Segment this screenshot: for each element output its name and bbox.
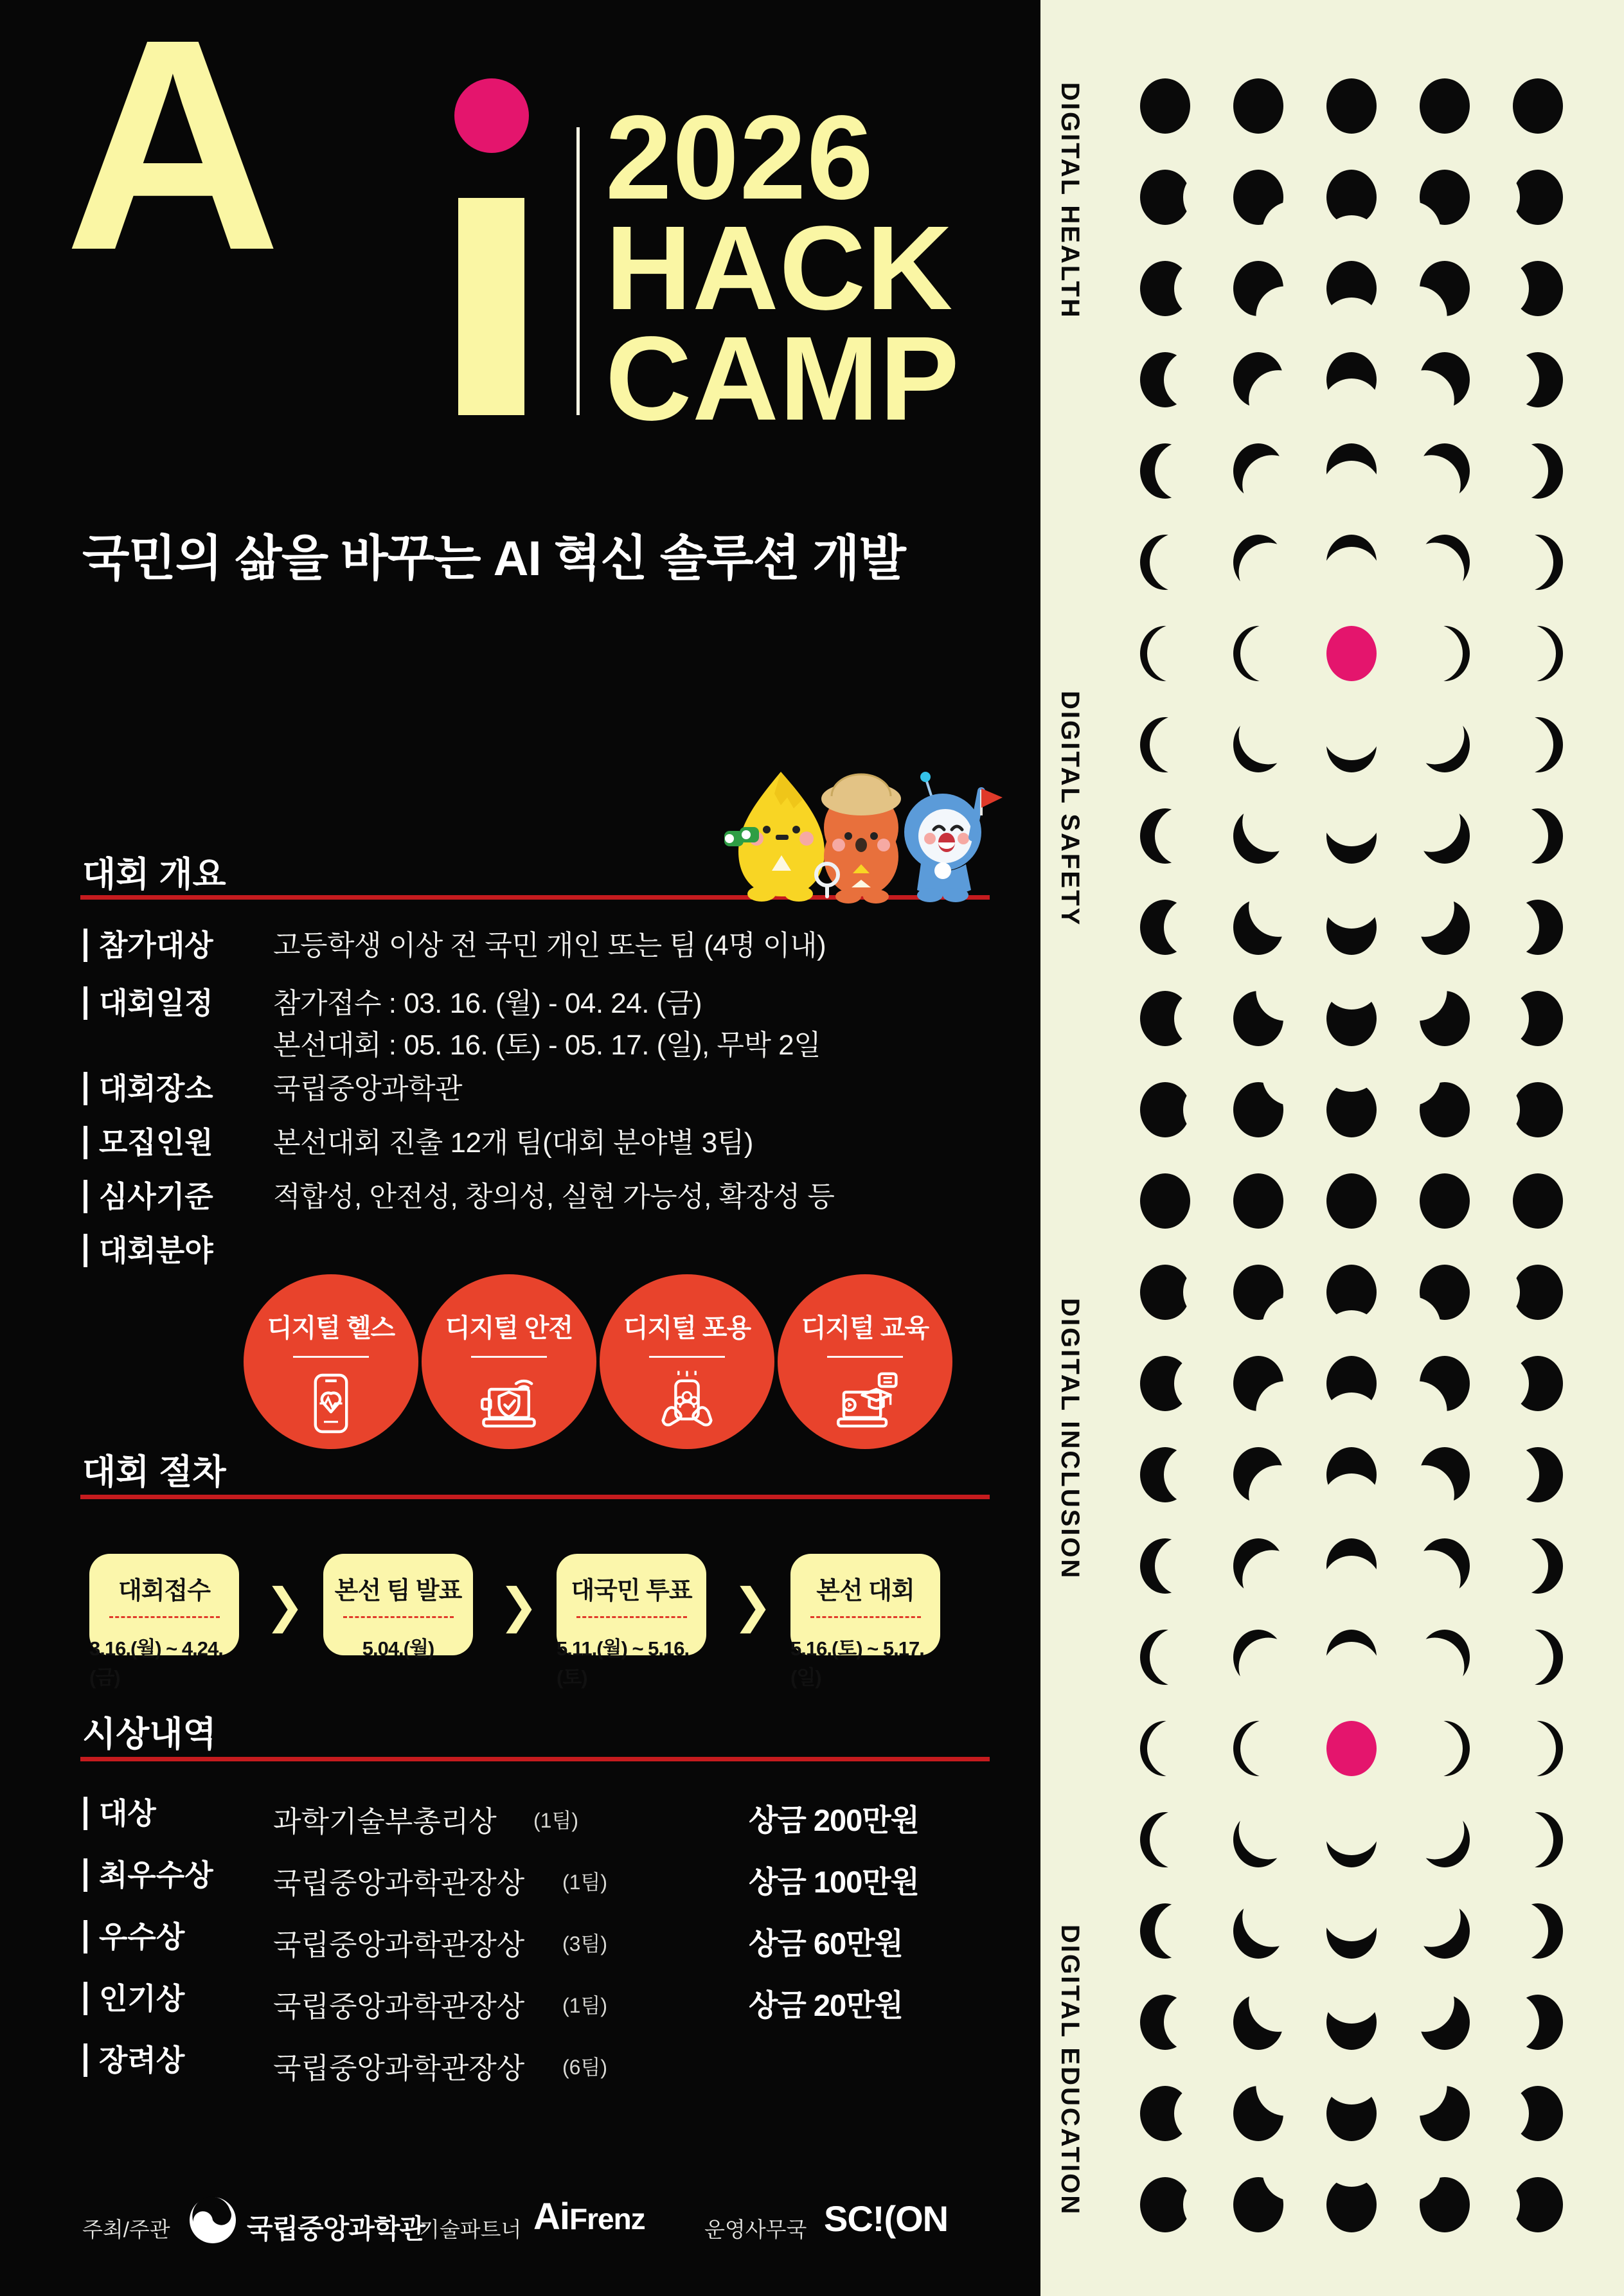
- korea-government-emblem-icon: [188, 2195, 238, 2245]
- step-name: 본선 대회: [816, 1578, 915, 1605]
- aifrenz-ai: Ai: [533, 2196, 569, 2238]
- process-step-public-vote: [557, 1554, 706, 1689]
- step-date: 5.11.(월) ~ 5.16.(토): [557, 1637, 690, 1689]
- logo-year-and-title: [605, 91, 960, 445]
- overview-label: 대회분야: [84, 1234, 213, 1267]
- footer-aifrenz-logo: [533, 2195, 645, 2238]
- logo-word-hack: HACK: [605, 202, 954, 335]
- logo-word-camp: CAMP: [605, 312, 960, 445]
- badge-underline: [827, 1356, 903, 1358]
- award-label: 대상: [84, 1797, 156, 1830]
- overview-value: 적합성, 안전성, 창의성, 실현 가능성, 확장성 등: [273, 1181, 835, 1213]
- section-title-awards: 시상내역: [82, 1715, 217, 1754]
- footer-office-label: 운영사무국: [704, 2218, 807, 2241]
- process-rule: [80, 1495, 990, 1499]
- overview-value-line2: 본선대회 : 05. 16. (토) - 05. 17. (일), 무박 2일: [273, 1029, 821, 1061]
- chevron-right-icon: ❯: [265, 1579, 305, 1632]
- overview-value: 고등학생 이상 전 국민 개인 또는 팀 (4명 이내): [273, 930, 826, 961]
- chevron-right-icon: ❯: [499, 1579, 539, 1632]
- logo-year: 2026: [605, 91, 874, 224]
- step-divider: [576, 1616, 687, 1618]
- process-step-team-announcement: [323, 1554, 473, 1660]
- badge-underline: [293, 1356, 369, 1358]
- badge-underline: [471, 1356, 547, 1358]
- laptop-shield-icon: [474, 1368, 544, 1439]
- award-label: 인기상: [84, 1982, 184, 2015]
- mascots-illustration: [717, 760, 1003, 905]
- overview-value: 국립중앙과학관: [273, 1073, 463, 1105]
- sidebar-label-digital-safety: DIGITAL SAFETY: [1056, 691, 1084, 927]
- mascot-blue: [904, 772, 1003, 902]
- step-date: 5.16.(토) ~ 5.17.(일): [790, 1637, 924, 1689]
- process-step-finals: [790, 1554, 940, 1689]
- laptop-education-icon: [830, 1368, 900, 1439]
- award-money: 상금 60만원: [749, 1927, 903, 1961]
- mascot-yellow: [724, 772, 825, 902]
- awards-rule: [80, 1757, 990, 1761]
- overview-label: 대회일정: [84, 986, 213, 1020]
- logo-letter-a: A: [64, 0, 275, 313]
- award-money: 상금 200만원: [749, 1803, 920, 1837]
- award-teams: (1팀): [533, 1809, 579, 1832]
- step-name: 본선 팀 발표: [334, 1578, 462, 1605]
- overview-value: 본선대회 진출 12개 팀(대회 분야별 3팀): [273, 1127, 753, 1159]
- field-badge-digital-safety: [422, 1274, 596, 1449]
- field-badge-label: 디지털 교육: [801, 1314, 929, 1342]
- award-prize: 국립중앙과학관장상: [273, 1867, 525, 1900]
- section-title-process: 대회 절차: [82, 1453, 226, 1491]
- award-teams: (1팀): [562, 1871, 608, 1894]
- step-date: 5.04.(월): [362, 1637, 434, 1660]
- overview-value: 참가접수 : 03. 16. (월) - 04. 24. (금): [273, 988, 702, 1019]
- mascot-orange: [816, 774, 901, 903]
- footer-tech-label: 기술파트너: [419, 2218, 522, 2241]
- step-divider: [109, 1616, 220, 1618]
- field-badge-label: 디지털 안전: [445, 1314, 573, 1342]
- badge-underline: [649, 1356, 725, 1358]
- award-teams: (1팀): [562, 1994, 608, 2017]
- phone-heart-icon: [296, 1368, 366, 1439]
- overview-label: 대회장소: [84, 1072, 213, 1105]
- award-prize: 국립중앙과학관장상: [273, 1928, 525, 1961]
- sidebar-label-digital-inclusion: DIGITAL INCLUSION: [1056, 1298, 1084, 1580]
- award-prize: 국립중앙과학관장상: [273, 1990, 525, 2023]
- step-name: 대회접수: [118, 1578, 210, 1605]
- logo-letter-i-dot: [454, 78, 529, 153]
- step-name: 대국민 투표: [571, 1578, 692, 1605]
- award-money: 상금 100만원: [749, 1865, 920, 1899]
- moon-phase-pattern: [1040, 0, 1624, 2296]
- chevron-right-icon: ❯: [733, 1579, 773, 1632]
- field-badge-label: 디지털 포용: [623, 1314, 751, 1342]
- step-divider: [810, 1616, 921, 1618]
- logo-divider-line: [576, 127, 580, 415]
- field-badge-digital-education: [778, 1274, 952, 1449]
- overview-label: 모집인원: [84, 1126, 213, 1159]
- award-prize: 국립중앙과학관장상: [273, 2052, 525, 2085]
- award-money: 상금 20만원: [749, 1988, 903, 2022]
- award-prize: 과학기술부총리상: [273, 1805, 497, 1838]
- tagline: 국민의 삶을 바꾸는 AI 혁신 솔루션 개발: [82, 531, 906, 586]
- sidebar-label-digital-health: DIGITAL HEALTH: [1056, 82, 1084, 319]
- overview-label: 심사기준: [84, 1180, 213, 1213]
- aifrenz-frenz: Frenz: [569, 2202, 645, 2236]
- field-badge-label: 디지털 헬스: [267, 1314, 395, 1342]
- process-step-registration: [89, 1554, 239, 1689]
- award-teams: (6팀): [562, 2056, 608, 2079]
- overview-label: 참가대상: [84, 929, 213, 962]
- award-teams: (3팀): [562, 1932, 608, 1955]
- hands-people-icon: [652, 1368, 722, 1439]
- field-badge-digital-inclusion: [600, 1274, 774, 1449]
- field-badge-digital-health: [244, 1274, 418, 1449]
- award-label: 장려상: [84, 2043, 184, 2077]
- award-label: 우수상: [84, 1920, 184, 1953]
- footer-scion-logo: SC!(ON: [824, 2198, 949, 2239]
- logo-letter-i-stem: [458, 198, 524, 415]
- footer-host-logo: 국립중앙과학관: [247, 2214, 425, 2244]
- sidebar-label-digital-education: DIGITAL EDUCATION: [1056, 1925, 1084, 2216]
- step-divider: [343, 1616, 454, 1618]
- footer-host-label: 주최/주관: [82, 2218, 170, 2241]
- award-label: 최우수상: [84, 1858, 213, 1892]
- step-date: 3.16.(월) ~ 4.24.(금): [89, 1637, 223, 1689]
- section-title-overview: 대회 개요: [82, 855, 226, 894]
